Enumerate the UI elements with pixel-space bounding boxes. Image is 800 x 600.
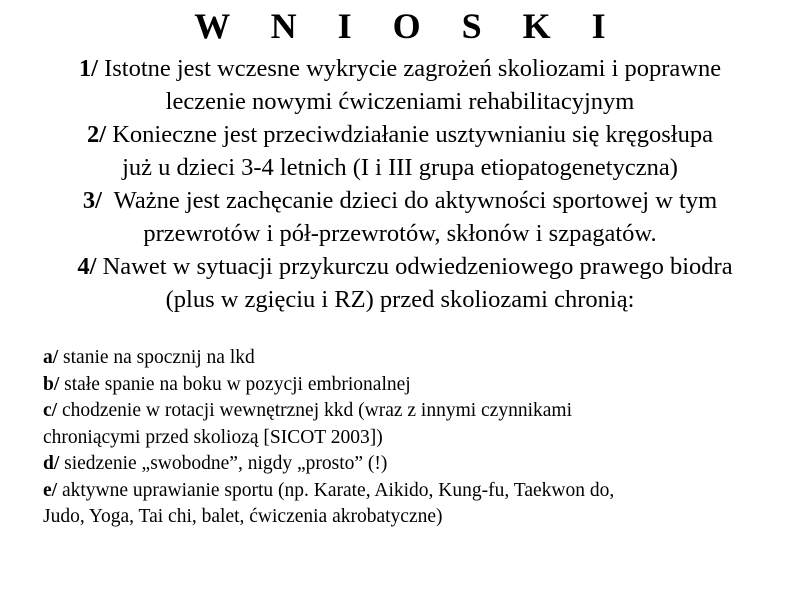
- conclusion-text-continued: leczenie nowymi ćwiczeniami rehabilitacyjnym: [165, 88, 635, 115]
- item-text-continued: chroniącymi przed skoliozą [SICOT 2003]): [43, 426, 383, 448]
- conclusions-list: [0, 52, 800, 316]
- conclusion-text: Ważne jest zachęcanie dzieci do aktywności sportowej w tym: [101, 187, 718, 214]
- conclusion-text: Istotne jest wczesne wykrycie zagrożeń skoliozami i poprawne: [97, 55, 722, 82]
- item-text: stałe spanie na boku w pozycji embrionalnej: [59, 373, 411, 395]
- item-text: stanie na spocznij na lkd: [58, 347, 255, 368]
- item-letter: a/: [43, 347, 59, 368]
- list-item-b: [43, 372, 793, 399]
- list-item-e: [43, 478, 793, 531]
- list-item-c: [43, 398, 793, 451]
- conclusion-text: Konieczne jest przeciwdziałanie usztywnianiu się kręgosłupa: [106, 121, 713, 148]
- conclusion-text: Nawet w sytuacji przykurczu odwiedzeniowego prawego biodra: [96, 253, 733, 280]
- conclusion-text-continued: przewrotów i pół-przewrotów, skłonów i szpagatów.: [143, 220, 657, 247]
- conclusion-number: 1/: [78, 55, 98, 82]
- conclusion-number: 4/: [77, 253, 97, 280]
- conclusion-number: 2/: [87, 121, 107, 148]
- item-text: siedzenie „swobodne”, nigdy „prosto” (!): [59, 453, 388, 474]
- item-letter: e/: [43, 479, 58, 501]
- item-letter: d/: [43, 453, 60, 474]
- list-item-d: [43, 451, 793, 478]
- conclusion-4: [0, 250, 800, 316]
- item-text: aktywne uprawianie sportu (np. Karate, Aikido, Kung-fu, Taekwon do,: [57, 479, 615, 501]
- list-item-a: [43, 345, 793, 372]
- conclusion-number: 3/: [82, 187, 102, 214]
- item-letter: c/: [43, 400, 58, 421]
- protective-factors-list: [43, 345, 793, 531]
- conclusion-text-continued: (plus w zgięciu i RZ) przed skoliozami chronią:: [165, 286, 635, 313]
- conclusion-2: [0, 118, 800, 184]
- item-letter: b/: [43, 373, 60, 395]
- item-text-continued: Judo, Yoga, Tai chi, balet, ćwiczenia akrobatyczne): [43, 506, 443, 527]
- slide-title: W N I O S K I: [194, 6, 622, 46]
- conclusion-text-continued: już u dzieci 3-4 letnich (I i III grupa etiopatogenetyczna): [122, 154, 678, 181]
- conclusion-1: [0, 52, 800, 118]
- conclusion-3: [0, 184, 800, 250]
- item-text: chodzenie w rotacji wewnętrznej kkd (wraz z innymi czynnikami: [57, 400, 572, 421]
